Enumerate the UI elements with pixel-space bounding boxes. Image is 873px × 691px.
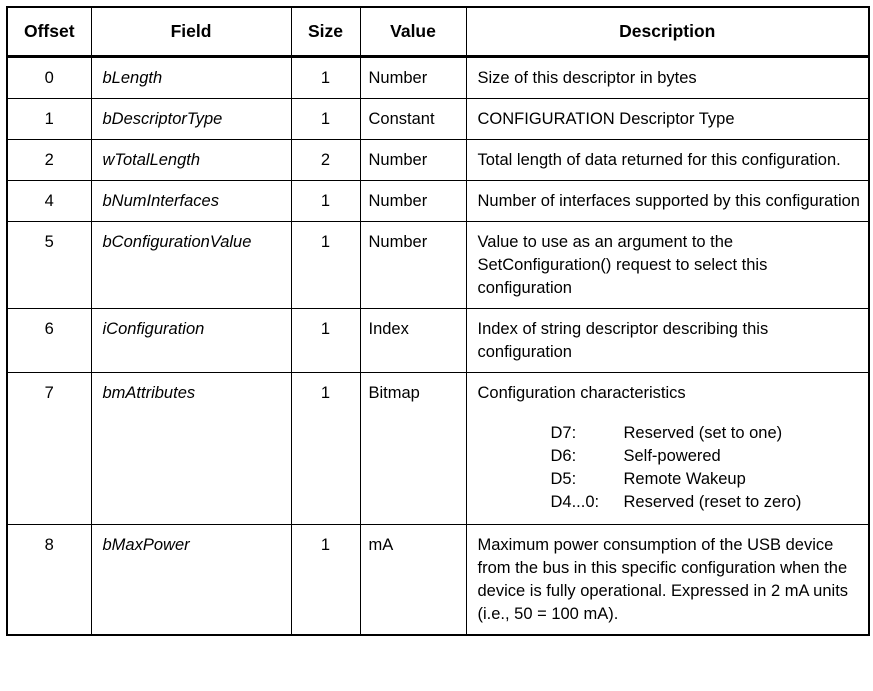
- size-cell: 1: [291, 373, 360, 525]
- offset-cell: 6: [7, 309, 91, 373]
- description-cell: [466, 373, 869, 525]
- value-cell: Index: [360, 309, 466, 373]
- value-cell: Number: [360, 57, 466, 99]
- size-cell: 1: [291, 99, 360, 140]
- bit-row: [551, 491, 861, 514]
- table-row: [7, 57, 869, 99]
- size-cell: 2: [291, 140, 360, 181]
- description-cell: Value to use as an argument to the SetConfiguration() request to select this configuration: [466, 222, 869, 309]
- bit-text: Reserved (set to one): [623, 424, 783, 442]
- table-row: [7, 181, 869, 222]
- offset-cell: 7: [7, 373, 91, 525]
- size-cell: 1: [291, 57, 360, 99]
- offset-cell: 8: [7, 525, 91, 636]
- bit-text: Self-powered: [623, 447, 721, 465]
- table-row: [7, 140, 869, 181]
- configuration-descriptor-table: [6, 6, 870, 636]
- description-cell: Size of this descriptor in bytes: [466, 57, 869, 99]
- bit-text: Reserved (reset to zero): [623, 493, 802, 511]
- bit-row: [551, 468, 861, 491]
- size-cell: 1: [291, 309, 360, 373]
- offset-cell: 4: [7, 181, 91, 222]
- description-text: Configuration characteristics: [477, 384, 686, 402]
- size-cell: 1: [291, 222, 360, 309]
- description-cell: Number of interfaces supported by this configuration: [466, 181, 869, 222]
- field-cell: bConfigurationValue: [91, 222, 291, 309]
- bit-text: Remote Wakeup: [623, 470, 746, 488]
- value-cell: mA: [360, 525, 466, 636]
- value-cell: Number: [360, 140, 466, 181]
- size-cell: 1: [291, 525, 360, 636]
- description-cell: CONFIGURATION Descriptor Type: [466, 99, 869, 140]
- offset-cell: 2: [7, 140, 91, 181]
- field-cell: bDescriptorType: [91, 99, 291, 140]
- header-row: [7, 7, 869, 57]
- offset-cell: 1: [7, 99, 91, 140]
- description-cell: Maximum power consumption of the USB device from the bus in this specific configuration when the device is fully operational. Expressed in 2 mA units (i.e., 50 = 100 mA).: [466, 525, 869, 636]
- description-cell: Total length of data returned for this configuration.: [466, 140, 869, 181]
- table-row: [7, 373, 869, 525]
- table-row: [7, 99, 869, 140]
- bit-code: D7:: [550, 424, 577, 442]
- header-description: Description: [466, 7, 869, 57]
- value-cell: Bitmap: [360, 373, 466, 525]
- bit-row: [551, 445, 861, 468]
- bit-code: D4...0:: [550, 493, 600, 511]
- field-cell: wTotalLength: [91, 140, 291, 181]
- field-cell: bMaxPower: [91, 525, 291, 636]
- table-row: [7, 525, 869, 636]
- header-offset: Offset: [7, 7, 91, 57]
- offset-cell: 0: [7, 57, 91, 99]
- value-cell: Number: [360, 181, 466, 222]
- value-cell: Number: [360, 222, 466, 309]
- description-cell: Index of string descriptor describing this configuration: [466, 309, 869, 373]
- table-row: [7, 309, 869, 373]
- bit-code: D6:: [550, 447, 577, 465]
- field-cell: bmAttributes: [91, 373, 291, 525]
- bit-code: D5:: [550, 470, 577, 488]
- header-field: Field: [91, 7, 291, 57]
- field-cell: bLength: [91, 57, 291, 99]
- header-value: Value: [360, 7, 466, 57]
- offset-cell: 5: [7, 222, 91, 309]
- field-cell: iConfiguration: [91, 309, 291, 373]
- bit-list: [551, 422, 861, 516]
- value-cell: Constant: [360, 99, 466, 140]
- field-cell: bNumInterfaces: [91, 181, 291, 222]
- size-cell: 1: [291, 181, 360, 222]
- header-size: Size: [291, 7, 360, 57]
- bit-row: [551, 422, 861, 445]
- table-row: [7, 222, 869, 309]
